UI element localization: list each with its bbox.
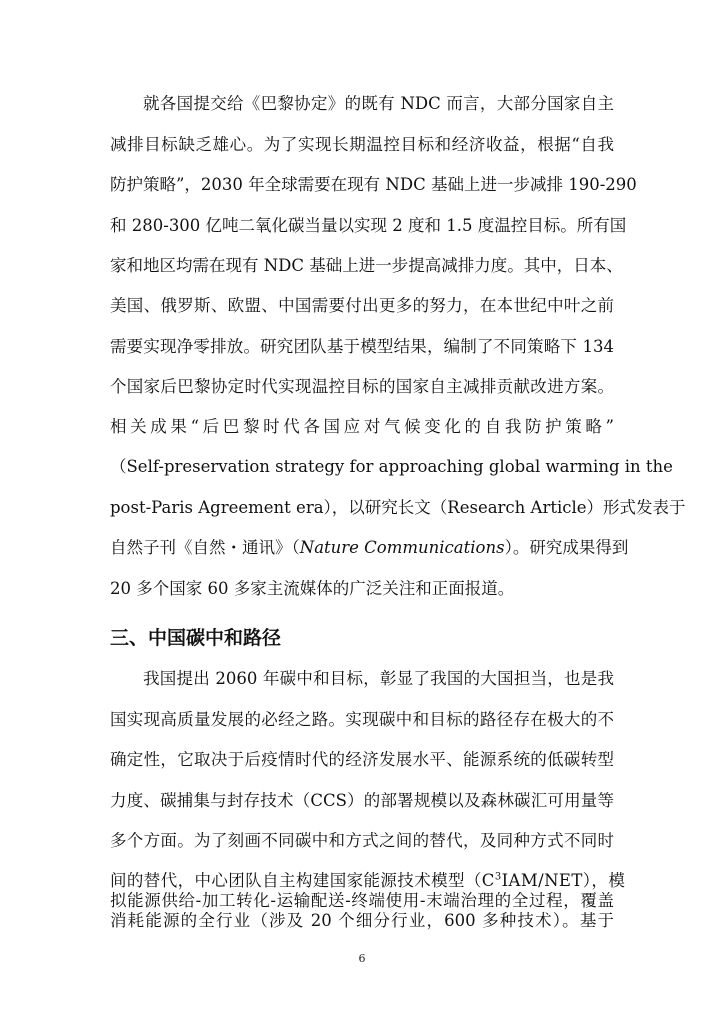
paragraph-line: 防护策略”，2030 年全球需要在现有 NDC 基础上进一步减排 190-290 [110,175,637,194]
paragraph-line: 需要实现净零排放。研究团队基于模型结果，编制了不同策略下 134 [110,337,614,356]
paragraph-line-journal [110,536,629,560]
model-superscript: 3 [494,871,502,883]
model-suffix: IAM/NET），模 [501,871,626,890]
paragraph-line: 个国家后巴黎协定时代实现温控目标的国家自主减排贡献改进方案。 [110,377,614,396]
paragraph-line: （Self-preservation strategy for approaching global warming in the [110,457,673,476]
page-number: 6 [358,952,366,965]
paragraph-line: 和 280-300 亿吨二氧化碳当量以实现 2 度和 1.5 度温控目标。所有国 [110,216,627,235]
paragraph-line: 确定性，它取决于后疫情时代的经济发展水平、能源系统的低碳转型 [110,750,614,769]
paragraph-line: 20 多个国家 60 多家主流媒体的广泛关注和正面报道。 [110,579,515,598]
journal-suffix: ）。研究成果得到 [504,538,629,557]
paragraph-line: 多个方面。为了刻画不同碳中和方式之间的替代，及同种方式不同时 [110,831,614,850]
section-heading: 三、中国碳中和路径 [110,627,282,649]
paragraph-line: 国实现高质量发展的必经之路。实现碳中和目标的路径存在极大的不 [110,710,614,729]
paragraph-line: post-Paris Agreement era），以研究长文（Research Article）形式发表于 [110,498,686,517]
model-prefix: 间的替代，中心团队自主构建国家能源技术模型（C [110,871,495,890]
paragraph-line: 家和地区均需在现有 NDC 基础上进一步提高减排力度。其中，日本、 [110,256,623,275]
journal-prefix: 自然子刊《自然・通讯》（ [110,538,300,557]
paragraph-line: 消耗能源的全行业（涉及 20 个细分行业，600 多种技术）。基于 [110,911,614,930]
paragraph-line: 我国提出 2060 年碳中和目标，彰显了我国的大国担当，也是我 [143,669,614,688]
paragraph-line: 拟能源供给-加工转化-运输配送-终端使用-末端治理的全过程，覆盖 [110,891,614,910]
paragraph-line: 减排目标缺乏雄心。为了实现长期温控目标和经济收益，根据“自我 [110,135,614,154]
paragraph-line: 相关成果“后巴黎时代各国应对气候变化的自我防护策略” [110,417,614,436]
paragraph-line: 美国、俄罗斯、欧盟、中国需要付出更多的努力，在本世纪中叶之前 [110,296,614,315]
paragraph-line: 就各国提交给《巴黎协定》的既有 NDC 而言，大部分国家自主 [143,94,614,113]
paragraph-line: 力度、碳捕集与封存技术（CCS）的部署规模以及森林碳汇可用量等 [110,791,614,810]
journal-name: Nature Communications [299,538,505,557]
